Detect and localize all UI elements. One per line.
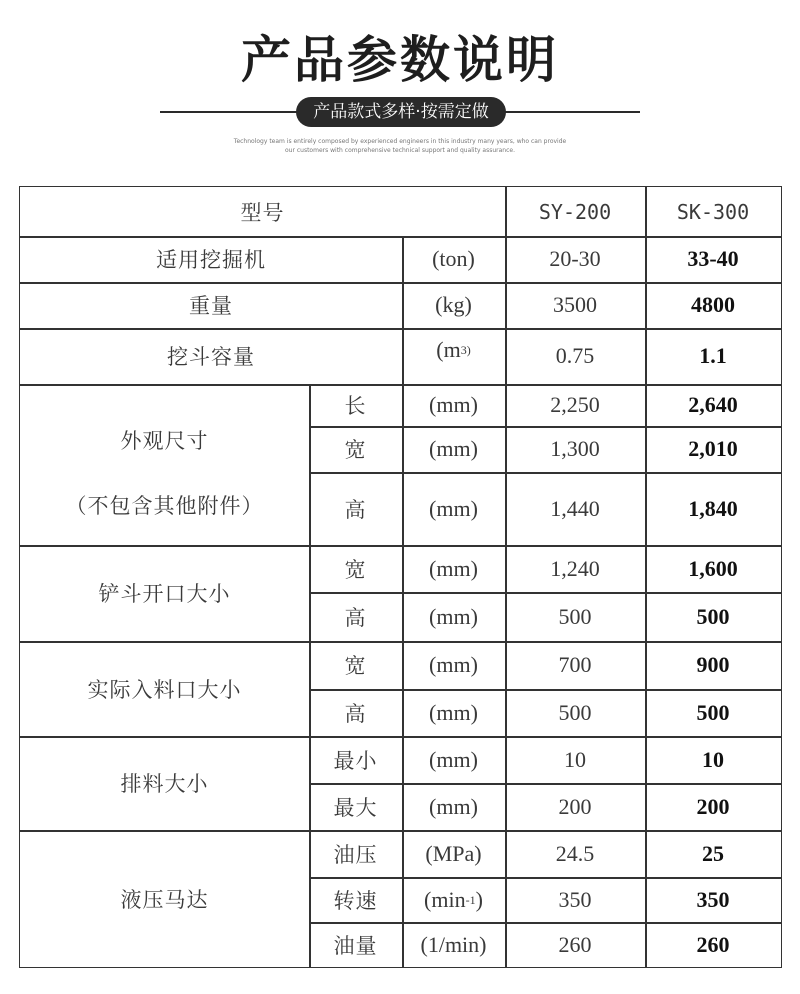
subtitle-divider-right xyxy=(500,111,640,113)
unit-capacity: (m 3) xyxy=(436,337,471,362)
group-label-dims: 外观尺寸 xyxy=(120,429,209,453)
sub-label-bucket-width: 宽 xyxy=(344,557,367,582)
unit-length: (mm) xyxy=(429,392,478,417)
value-sk300-capacity: 1.1 xyxy=(699,343,727,368)
unit-capacity-base: (m xyxy=(436,337,461,362)
sub-label-height: 高 xyxy=(344,497,367,522)
unit-discharge-max: (mm) xyxy=(429,793,478,819)
header-model-sy200: SY-200 xyxy=(538,199,612,224)
header-label: 型号 xyxy=(240,200,285,225)
value-sk300-weight: 4800 xyxy=(691,292,735,317)
sub-label-discharge-min: 最小 xyxy=(333,748,378,773)
value-sy200-discharge-min: 10 xyxy=(564,746,586,772)
value-sy200-excavator: 20-30 xyxy=(549,246,601,271)
value-sk300-discharge-min: 10 xyxy=(702,746,724,772)
unit-feed-height: (mm) xyxy=(429,699,478,725)
subtitle-badge: 产品款式多样·按需定做 xyxy=(296,97,506,127)
unit-excavator: (ton) xyxy=(432,246,475,271)
value-sy200-width: 1,300 xyxy=(550,436,600,461)
group-label-bucket-open: 铲斗开口大小 xyxy=(98,582,231,606)
group-label-discharge: 排料大小 xyxy=(120,772,209,796)
unit-width: (mm) xyxy=(429,436,478,461)
value-sy200-weight: 3500 xyxy=(553,292,597,317)
sub-label-motor-pressure: 油压 xyxy=(333,842,378,867)
value-sk300-bucket-height: 500 xyxy=(696,603,730,629)
sub-label-feed-height: 高 xyxy=(344,701,367,726)
tagline-line-1: Technology team is entirely composed by experienced engineers in this industry many years, who can provide xyxy=(233,138,567,145)
row-label-excavator: 适用挖掘机 xyxy=(156,248,266,272)
value-sk300-discharge-max: 200 xyxy=(696,793,730,819)
value-sk300-motor-flow: 260 xyxy=(696,931,730,957)
value-sy200-height: 1,440 xyxy=(550,495,600,521)
tagline-line-2: our customers with comprehensive technical support and quality assurance. xyxy=(285,147,515,154)
value-sk300-width: 2,010 xyxy=(688,436,738,461)
tagline xyxy=(200,137,600,155)
unit-motor-flow: (1/min) xyxy=(420,931,487,957)
unit-weight: (kg) xyxy=(435,292,472,317)
value-sk300-height: 1,840 xyxy=(688,495,738,521)
group-label-feed-open: 实际入料口大小 xyxy=(87,677,242,702)
page-title: 产品参数说明 xyxy=(241,31,559,89)
unit-motor-speed-base: (min xyxy=(424,886,466,912)
value-sk300-motor-speed: 350 xyxy=(696,886,730,912)
value-sk300-feed-height: 500 xyxy=(696,699,730,725)
sub-label-motor-speed: 转速 xyxy=(333,888,378,913)
value-sy200-feed-width: 700 xyxy=(558,652,592,677)
value-sk300-bucket-width: 1,600 xyxy=(688,555,738,581)
sub-label-width: 宽 xyxy=(344,438,367,462)
spec-table xyxy=(19,186,782,968)
value-sy200-discharge-max: 200 xyxy=(558,793,592,819)
value-sy200-feed-height: 500 xyxy=(558,699,592,725)
value-sy200-motor-speed: 350 xyxy=(558,886,592,912)
value-sy200-bucket-height: 500 xyxy=(558,603,592,629)
unit-motor-speed-end: ) xyxy=(475,886,483,912)
row-label-weight: 重量 xyxy=(189,294,233,318)
group-note-dims: （不包含其他附件） xyxy=(65,494,264,518)
value-sk300-length: 2,640 xyxy=(688,392,738,417)
row-label-capacity: 挖斗容量 xyxy=(167,345,255,369)
group-label-motor: 液压马达 xyxy=(120,887,209,912)
sub-label-motor-flow: 油量 xyxy=(333,933,378,958)
unit-feed-width: (mm) xyxy=(429,652,478,677)
unit-height: (mm) xyxy=(429,495,478,521)
value-sy200-motor-pressure: 24.5 xyxy=(555,840,595,866)
sub-label-bucket-height: 高 xyxy=(344,605,367,630)
unit-motor-pressure: (MPa) xyxy=(425,840,482,866)
value-sy200-motor-flow: 260 xyxy=(558,931,592,957)
value-sy200-length: 2,250 xyxy=(550,392,600,417)
value-sk300-motor-pressure: 25 xyxy=(702,840,724,866)
value-sk300-excavator: 33-40 xyxy=(687,246,739,271)
unit-motor-speed: (min -1 ) xyxy=(424,886,483,912)
sub-label-discharge-max: 最大 xyxy=(333,795,378,820)
value-sy200-capacity: 0.75 xyxy=(555,343,595,368)
unit-bucket-height: (mm) xyxy=(429,603,478,629)
subtitle-divider-left xyxy=(160,111,300,113)
header-model-sk300: SK-300 xyxy=(676,199,750,224)
unit-bucket-width: (mm) xyxy=(429,555,478,581)
sub-label-feed-width: 宽 xyxy=(344,654,367,678)
value-sk300-feed-width: 900 xyxy=(696,652,730,677)
value-sy200-bucket-width: 1,240 xyxy=(550,555,600,581)
sub-label-length: 长 xyxy=(344,394,367,418)
unit-discharge-min: (mm) xyxy=(429,746,478,772)
